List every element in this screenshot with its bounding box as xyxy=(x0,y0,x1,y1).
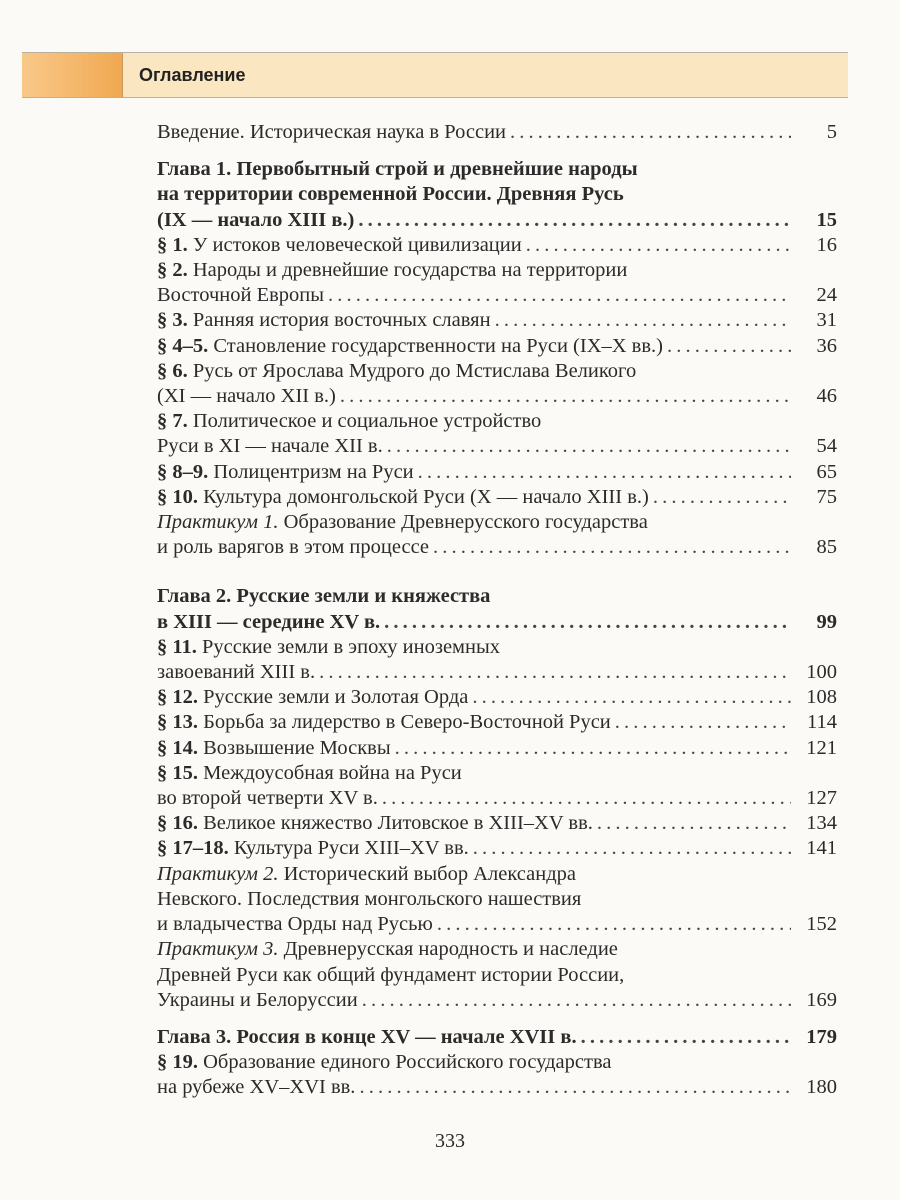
page-ref: 65 xyxy=(816,460,837,483)
section-number: § 17–18. xyxy=(157,837,229,860)
page-number: 333 xyxy=(435,1130,465,1152)
leader-dots xyxy=(581,1025,791,1050)
page-ref: 85 xyxy=(816,536,837,559)
page-ref: 5 xyxy=(826,121,837,143)
toc-chapter-2[interactable] xyxy=(157,584,837,634)
page-title: Оглавление xyxy=(139,64,246,85)
entry-text: и роль варягов в этом процессе xyxy=(157,536,430,559)
entry-text: Ранняя история восточных славян xyxy=(192,309,491,332)
entry-text: Русь от Ярослава Мудрого до Мстислава Великого xyxy=(192,359,637,382)
toc-section-12[interactable] xyxy=(157,685,837,710)
entry-text: Становление государственности на Руси (IX–X вв.) xyxy=(213,334,663,357)
chapter-title-line: Глава 2. Русские земли и княжества xyxy=(157,585,491,608)
leader-dots xyxy=(359,1075,791,1100)
toc-section-6[interactable] xyxy=(157,359,837,409)
entry-text: Борьба за лидерство в Северо-Восточной Руси xyxy=(203,711,611,734)
entry-text: Образование Древнерусского государства xyxy=(283,511,648,534)
entry-text: Русские земли и Золотая Орда xyxy=(203,686,469,709)
entry-text: Введение. Историческая наука в России xyxy=(157,121,507,143)
page-ref: 75 xyxy=(816,485,837,508)
toc-section-15[interactable] xyxy=(157,761,837,811)
leader-dots xyxy=(472,685,791,710)
section-number: § 7. xyxy=(157,410,188,433)
leader-dots xyxy=(437,912,791,937)
entry-text: Политическое и социальное устройство xyxy=(192,410,542,433)
chapter-title-line: Глава 3. Россия в конце XV — начале XVII в. xyxy=(157,1025,577,1048)
page-ref: 179 xyxy=(806,1025,837,1048)
leader-dots xyxy=(667,334,791,359)
entry-text: Украины и Белоруссии xyxy=(157,988,358,1011)
toc-header-bar xyxy=(22,52,848,98)
leader-dots xyxy=(526,233,791,258)
section-number: § 6. xyxy=(157,359,188,382)
section-number: § 10. xyxy=(157,485,198,508)
page-ref: 31 xyxy=(816,309,837,332)
toc-practicum-2[interactable] xyxy=(157,862,837,938)
page-ref: 141 xyxy=(806,837,837,860)
entry-text: завоеваний XIII в. xyxy=(157,661,316,684)
entry-text: Междоусобная война на Руси xyxy=(203,761,462,784)
leader-dots xyxy=(340,384,791,409)
toc-section-14[interactable] xyxy=(157,736,837,761)
leader-dots xyxy=(362,988,791,1013)
chapter-title-line: в XIII — середине XV в. xyxy=(157,610,381,633)
page-ref: 152 xyxy=(806,913,837,936)
practicum-label: Практикум 2. xyxy=(157,862,279,885)
section-number: § 19. xyxy=(157,1051,198,1074)
leader-dots xyxy=(597,811,791,836)
leader-dots xyxy=(387,434,791,459)
entry-text: Древней Руси как общий фундамент истории России, xyxy=(157,963,625,986)
toc-section-10[interactable] xyxy=(157,485,837,510)
entry-text: Народы и древнейшие государства на территории xyxy=(192,259,628,282)
toc-practicum-1[interactable] xyxy=(157,510,837,560)
section-number: § 15. xyxy=(157,761,198,784)
leader-dots xyxy=(433,535,791,560)
entry-text: У истоков человеческой цивилизации xyxy=(192,233,522,256)
practicum-label: Практикум 3. xyxy=(157,938,279,961)
leader-dots xyxy=(615,710,791,735)
section-number: § 16. xyxy=(157,812,198,835)
page-ref: 180 xyxy=(806,1076,837,1099)
section-number: § 13. xyxy=(157,711,198,734)
page-ref: 16 xyxy=(816,233,837,256)
page-ref: 54 xyxy=(816,435,837,458)
chapter-title-line: на территории современной России. Древняя Русь xyxy=(157,183,624,206)
toc-section-2[interactable] xyxy=(157,258,837,308)
leader-dots xyxy=(358,208,791,233)
page-ref: 114 xyxy=(807,711,837,734)
section-number: § 11. xyxy=(157,635,197,658)
leader-dots xyxy=(319,660,791,685)
entry-text: Великое княжество Литовское в XIII–XV вв. xyxy=(203,812,593,835)
section-number: § 3. xyxy=(157,309,188,332)
leader-dots xyxy=(495,308,791,333)
leader-dots xyxy=(328,283,791,308)
toc-section-8-9[interactable] xyxy=(157,460,837,485)
section-number: § 8–9. xyxy=(157,460,209,483)
entry-text: Образование единого Российского государства xyxy=(203,1051,612,1074)
header-accent-block xyxy=(22,53,123,97)
entry-text: Исторический выбор Александра xyxy=(283,862,576,885)
toc-entry-intro[interactable] xyxy=(157,120,837,145)
entry-text: Древнерусская народность и наследие xyxy=(283,938,618,961)
toc-section-4-5[interactable] xyxy=(157,334,837,359)
entry-text: Руси в XI — начале XII в. xyxy=(157,435,383,458)
page-ref: 24 xyxy=(816,284,837,307)
toc-section-7[interactable] xyxy=(157,409,837,459)
toc-chapter-1[interactable] xyxy=(157,157,837,233)
practicum-label: Практикум 1. xyxy=(157,511,279,534)
leader-dots xyxy=(384,610,791,635)
entry-text: Возвышение Москвы xyxy=(203,736,391,759)
table-of-contents xyxy=(157,120,837,1101)
section-number: § 12. xyxy=(157,686,198,709)
entry-text: Культура Руси XIII–XV вв. xyxy=(233,837,469,860)
page-ref: 108 xyxy=(806,686,837,709)
section-number: § 4–5. xyxy=(157,334,209,357)
entry-text: (XI — начало XII в.) xyxy=(157,385,336,408)
entry-text: и владычества Орды над Русью xyxy=(157,913,433,936)
page-ref: 15 xyxy=(816,208,837,231)
page-ref: 100 xyxy=(806,661,837,684)
page-ref: 46 xyxy=(816,385,837,408)
toc-practicum-3[interactable] xyxy=(157,937,837,1013)
page-ref: 121 xyxy=(806,736,837,759)
toc-section-11[interactable] xyxy=(157,635,837,685)
page-ref: 134 xyxy=(806,812,837,835)
leader-dots xyxy=(510,120,791,145)
toc-section-13[interactable] xyxy=(157,710,837,735)
toc-section-3[interactable] xyxy=(157,308,837,333)
page-ref: 99 xyxy=(816,610,837,633)
toc-section-16[interactable] xyxy=(157,811,837,836)
section-number: § 14. xyxy=(157,736,198,759)
entry-text: Русские земли в эпоху иноземных xyxy=(202,635,501,658)
page-ref: 169 xyxy=(806,988,837,1011)
leader-dots xyxy=(653,485,791,510)
leader-dots xyxy=(418,460,791,485)
page-ref: 127 xyxy=(806,787,837,810)
entry-text: Полицентризм на Руси xyxy=(213,460,414,483)
toc-section-19[interactable] xyxy=(157,1050,837,1100)
toc-chapter-3[interactable] xyxy=(157,1025,837,1050)
entry-text: на рубеже XV–XVI вв. xyxy=(157,1076,356,1099)
toc-section-1[interactable] xyxy=(157,233,837,258)
page-ref: 36 xyxy=(816,334,837,357)
leader-dots xyxy=(395,736,791,761)
entry-text: Восточной Европы xyxy=(157,284,325,307)
toc-section-17-18[interactable] xyxy=(157,836,837,861)
chapter-title-line: Глава 1. Первобытный строй и древнейшие народы xyxy=(157,158,638,181)
chapter-title-line: (IX — начало XIII в.) xyxy=(157,208,355,231)
leader-dots xyxy=(473,836,791,861)
section-number: § 1. xyxy=(157,233,188,256)
section-number: § 2. xyxy=(157,259,188,282)
entry-text: Невского. Последствия монгольского нашествия xyxy=(157,887,582,910)
leader-dots xyxy=(382,786,791,811)
entry-text: во второй четверти XV в. xyxy=(157,787,378,810)
entry-text: Культура домонгольской Руси (X — начало XIII в.) xyxy=(203,485,649,508)
